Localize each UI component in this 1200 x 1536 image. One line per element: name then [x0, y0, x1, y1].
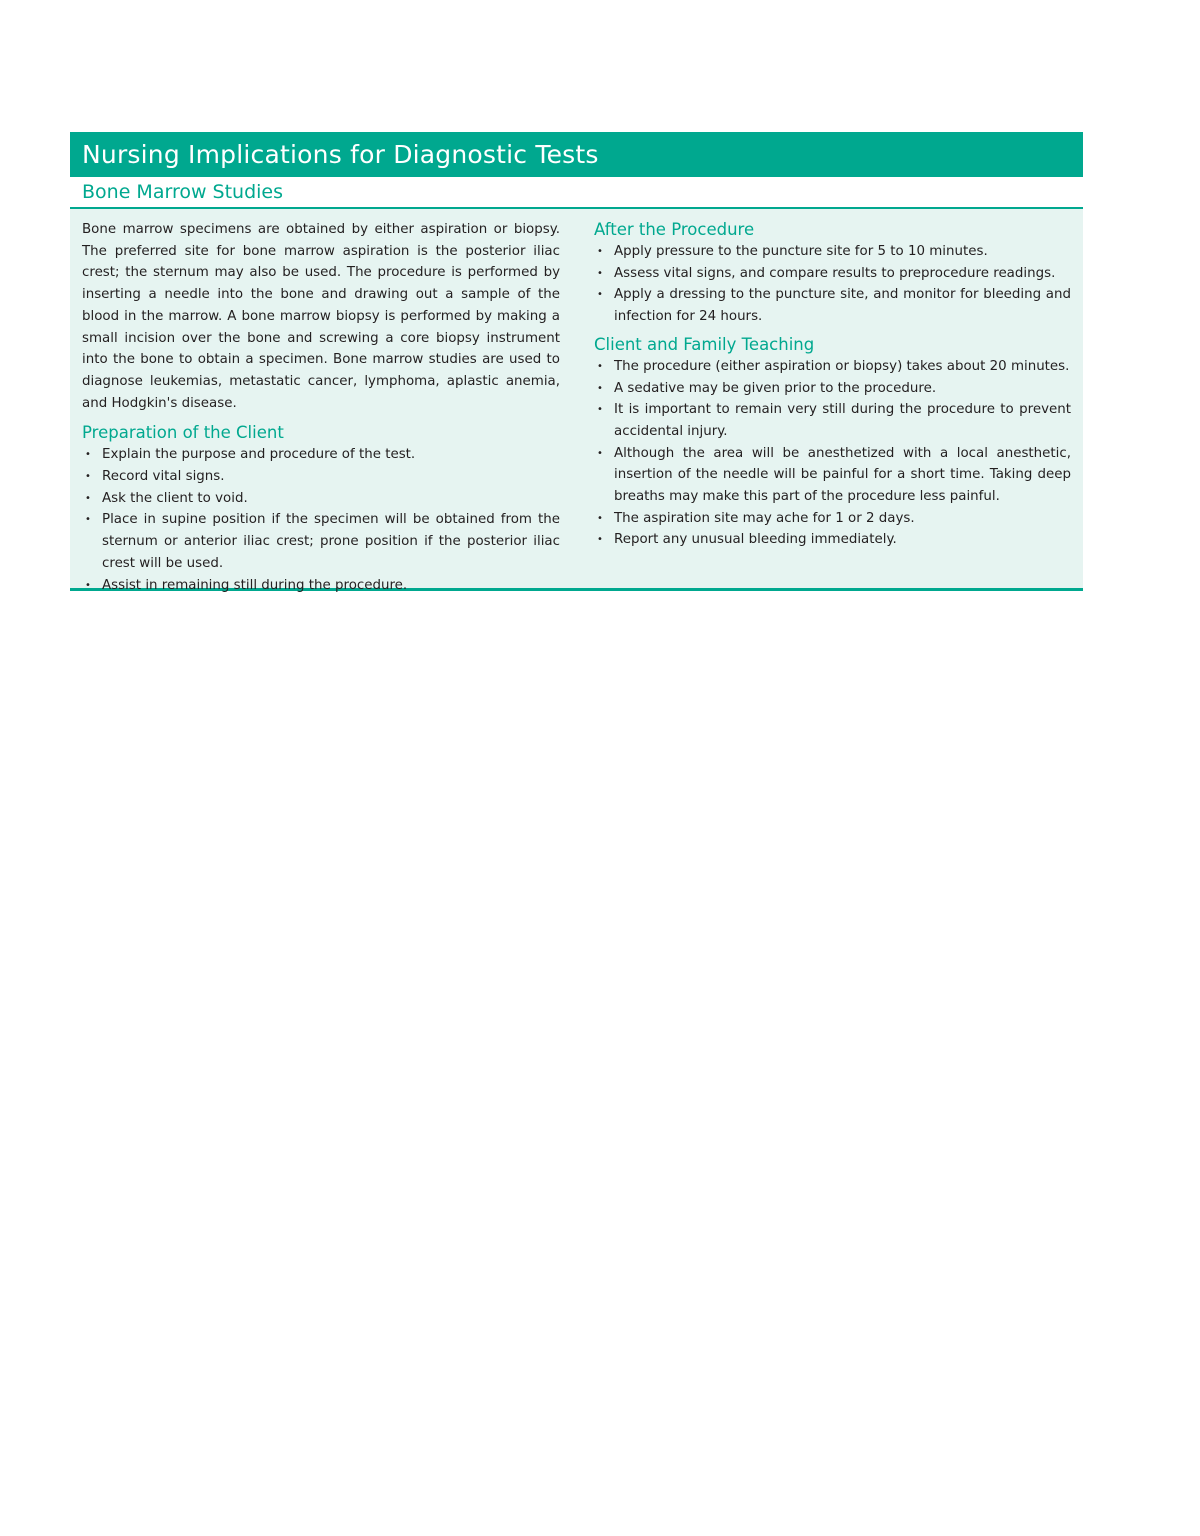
after-procedure-heading: After the Procedure — [594, 220, 755, 239]
list-item: • Report any unusual bleeding immediately. — [594, 529, 1071, 551]
diagnostic-tests-box — [70, 132, 1083, 591]
list-item: • Ask the client to void. — [82, 488, 560, 510]
left-column — [82, 219, 560, 593]
teaching-heading: Client and Family Teaching — [594, 334, 815, 354]
intro-paragraph: Bone marrow specimens are obtained by either aspiration or biopsy. The preferred site for bone marrow aspiration is the posterior iliac crest; the sternum may also be used. The procedure is performed by inserting a needle into the bone and drawing out a sample of the blood in the marrow. A bone marrow biopsy is performed by making a small incision over the bone and screwing a core biopsy instrument into the bone to obtain a specimen. Bone marrow studies are used to diagnose leukemias, metastatic cancer, lymphoma, aplastic anemia, and Hodgkin's disease. — [82, 222, 560, 411]
right-column — [594, 219, 1071, 580]
list-item: • Explain the purpose and procedure of the test. — [82, 444, 560, 466]
list-item: • The procedure (either aspiration or biopsy) takes about 20 minutes. — [594, 356, 1071, 378]
title-banner — [70, 132, 1083, 177]
list-item: • A sedative may be given prior to the procedure. — [594, 378, 1071, 400]
teaching-list — [594, 356, 1071, 551]
list-item: • Assist in remaining still during the procedure. — [82, 575, 560, 597]
after-procedure-list — [594, 241, 1071, 328]
section-title: Bone Marrow Studies — [82, 181, 284, 203]
list-item: • It is important to remain very still during the procedure to prevent accidental injury. — [594, 399, 1071, 442]
preparation-heading: Preparation of the Client — [82, 423, 284, 443]
list-item: • Place in supine position if the specimen will be obtained from the sternum or anterior iliac crest; prone position if the posterior iliac crest will be used. — [82, 509, 560, 574]
list-item: • Record vital signs. — [82, 466, 560, 488]
banner-title: Nursing Implications for Diagnostic Tests — [82, 140, 599, 169]
list-item: • Assess vital signs, and compare results to preprocedure readings. — [594, 263, 1071, 285]
list-item: • Although the area will be anesthetized with a local anesthetic, insertion of the needle will be painful for a short time. Taking deep breaths may make this part of the procedure less painful. — [594, 443, 1071, 508]
preparation-list — [82, 444, 560, 596]
list-item: • The aspiration site may ache for 1 or 2 days. — [594, 508, 1071, 530]
list-item: • Apply pressure to the puncture site for 5 to 10 minutes. — [594, 241, 1071, 263]
content-panel — [70, 209, 1083, 591]
section-header — [70, 177, 1083, 209]
list-item: • Apply a dressing to the puncture site, and monitor for bleeding and infection for 24 hours. — [594, 284, 1071, 327]
